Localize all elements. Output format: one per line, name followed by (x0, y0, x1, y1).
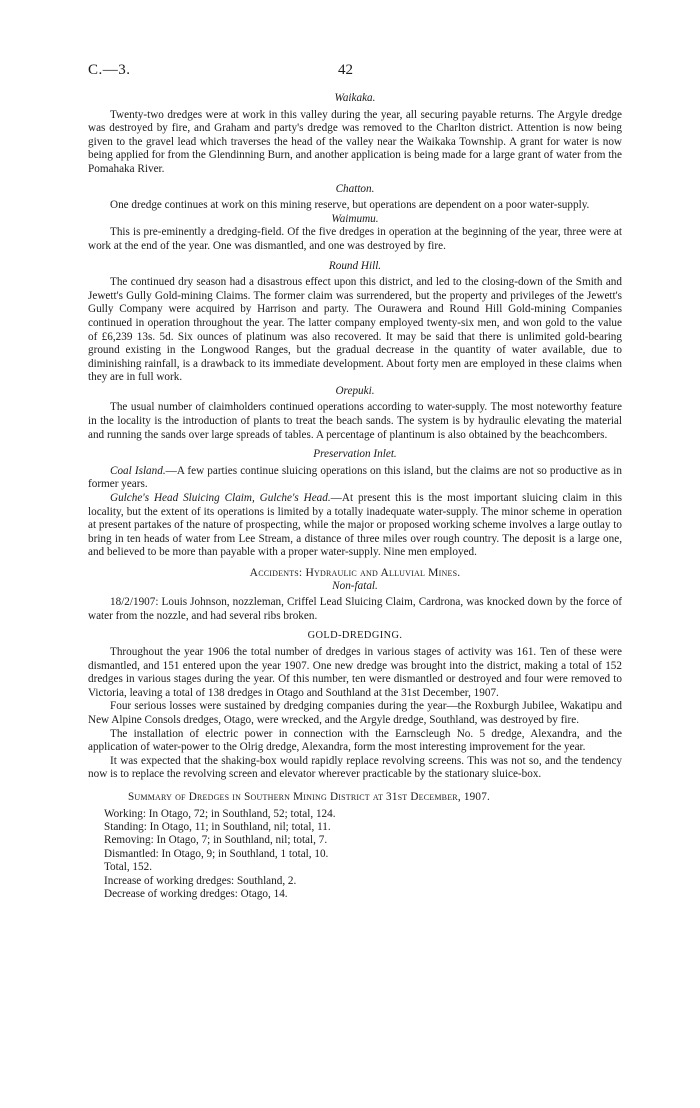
coal-island-label: Coal Island. (110, 464, 166, 477)
parliamentary-paper-reference: C.—3. (88, 62, 131, 78)
section-heading-waikaka: Waikaka. (334, 92, 376, 104)
paragraph-dredging-totals: Throughout the year 1906 the total number of dredges in various stages of activity was 161. Ten of these were dismantled, and 151 entered upon the year 1907. One new dredge was brought into the district, making a total of 152 dredges in various stages during the year. Of this number, ten were dismantled or destroyed and four were removed to Victoria, leaving a total of 138 dredges in Otago and Southland at the 31st December, 1907. (88, 645, 622, 699)
summary-line-working: Working: In Otago, 72; in Southland, 52; total, 124. (104, 807, 336, 820)
summary-line-dismantled: Dismantled: In Otago, 9; in Southland, 1 total, 10. (104, 847, 329, 860)
paragraph-waikaka: Twenty-two dredges were at work in this valley during the year, all securing payable returns. The Argyle dredge was destroyed by fire, and Graham and party's dredge was removed to the Charlton district. Attention is now being given to the gravel lead which traverses the head of the valley near the Waikaka Township. A grant for water is now being applied for from the Glendinning Burn, and another application is being made for a large grant of water from the Pomahaka River. (88, 108, 622, 175)
summary-line-standing: Standing: In Otago, 11; in Southland, nil; total, 11. (104, 820, 331, 833)
paragraph-round-hill: The continued dry season had a disastrous effect upon this district, and led to the closing-down of the Smith and Jewett's Gully Gold-mining Claims. The former claim was surrendered, but the property and privileges of the Jewett's Gully Company were acquired by Harrison and party. The Ourawera and Round Hill Gold-mining Companies continued in operation throughout the year. The latter company employed twenty-six men, and won gold to the value of £6,239 13s. 5d. Six ounces of platinum was also recovered. It may be said that there is unlimited gold-bearing ground existing in the Longwood Ranges, but the gradual decrease in the quantity of water available, due to diminishing rainfall, is a drawback to its immediate development. About forty men are employed in these claims when they are in full work. (88, 276, 622, 384)
subheading-non-fatal: Non-fatal. (332, 579, 378, 592)
section-heading-round-hill: Round Hill. (328, 259, 382, 272)
section-heading-chatton: Chatton. (335, 182, 375, 195)
summary-list (88, 808, 622, 902)
paragraph-dredging-electric-power: The installation of electric power in connection with the Earnscleugh No. 5 dredge, Alexandra, and the application of water-power to the Olrig dredge, Alexandra, form the most interesting improvement for the year. (88, 727, 622, 754)
gulche-head-label: Gulche's Head Sluicing Claim, Gulche's Head. (110, 492, 331, 505)
paragraph-gulche-head (88, 492, 622, 560)
paragraph-waimumu: This is pre-eminently a dredging-field. Of the five dredges in operation at the beginning of the year, three were at work at the end of the year. One was dismantled, and one was destroyed by fire. (88, 226, 622, 252)
summary-line-decrease: Decrease of working dredges: Otago, 14. (104, 887, 288, 900)
gulche-head-text: —At present this is the most important sluicing claim in this locality, but the extent of its operations is limited by a totally inadequate water-supply. The minor scheme in operation at present partakes of the nature of prospecting, while the major or proposed working scheme involves a large outlay to bring in ten heads of water from Lee Stream, a distance of three miles over rough country. The deposit is a large one, and believed to be more than payable with a proper water-supply. Nine men employed. (88, 492, 623, 559)
paragraph-dredging-shaking-box: It was expected that the shaking-box would rapidly replace revolving screens. This was not so, and the tendency now is to replace the revolving screen and elevator wherever practicable by the stationary sluice-box. (88, 754, 622, 781)
summary-line-increase: Increase of working dredges: Southland, 2. (104, 874, 297, 887)
section-heading-gold-dredging: GOLD-DREDGING. (307, 630, 403, 642)
summary-line-removing: Removing: In Otago, 7; in Southland, nil; total, 7. (104, 834, 328, 847)
paragraph-coal-island (88, 465, 622, 492)
paragraph-accident-report: 18/2/1907: Louis Johnson, nozzleman, Criffel Lead Sluicing Claim, Cardrona, was knocked down by the force of water from the nozzle, and had several ribs broken. (88, 596, 622, 622)
section-heading-preservation-inlet: Preservation Inlet. (313, 448, 397, 461)
page-number: 42 (338, 62, 353, 78)
paragraph-orepuki: The usual number of claimholders continued operations according to water-supply. The most noteworthy feature in the locality is the introduction of plants to treat the beach sands. The system is by hydraulic elevating the material and running the sands over large spreads of tables. A percentage of plantinum is also obtained by the beachcombers. (88, 401, 622, 441)
summary-line-total: Total, 152. (104, 861, 152, 874)
section-heading-accidents: Accidents: Hydraulic and Alluvial Mines. (249, 566, 461, 579)
section-heading-waimumu: Waimumu. (331, 212, 379, 225)
section-heading-orepuki: Orepuki. (335, 384, 375, 397)
paragraph-chatton: One dredge continues at work on this mining reserve, but operations are dependent on a poor water-supply. (110, 199, 590, 212)
coal-island-text: —A few parties continue sluicing operations on this island, but the claims are not so productive as in former years. (88, 464, 623, 491)
summary-heading: Summary of Dredges in Southern Mining District at 31st December, 1907. (128, 790, 490, 803)
body-text (88, 92, 622, 901)
paragraph-dredging-losses: Four serious losses were sustained by dredging companies during the year—the Roxburgh Jubilee, Wakatipu and New Alpine Consols dredges, Otago, were wrecked, and the Argyle dredge, Southland, was destroyed by fire. (88, 700, 622, 726)
